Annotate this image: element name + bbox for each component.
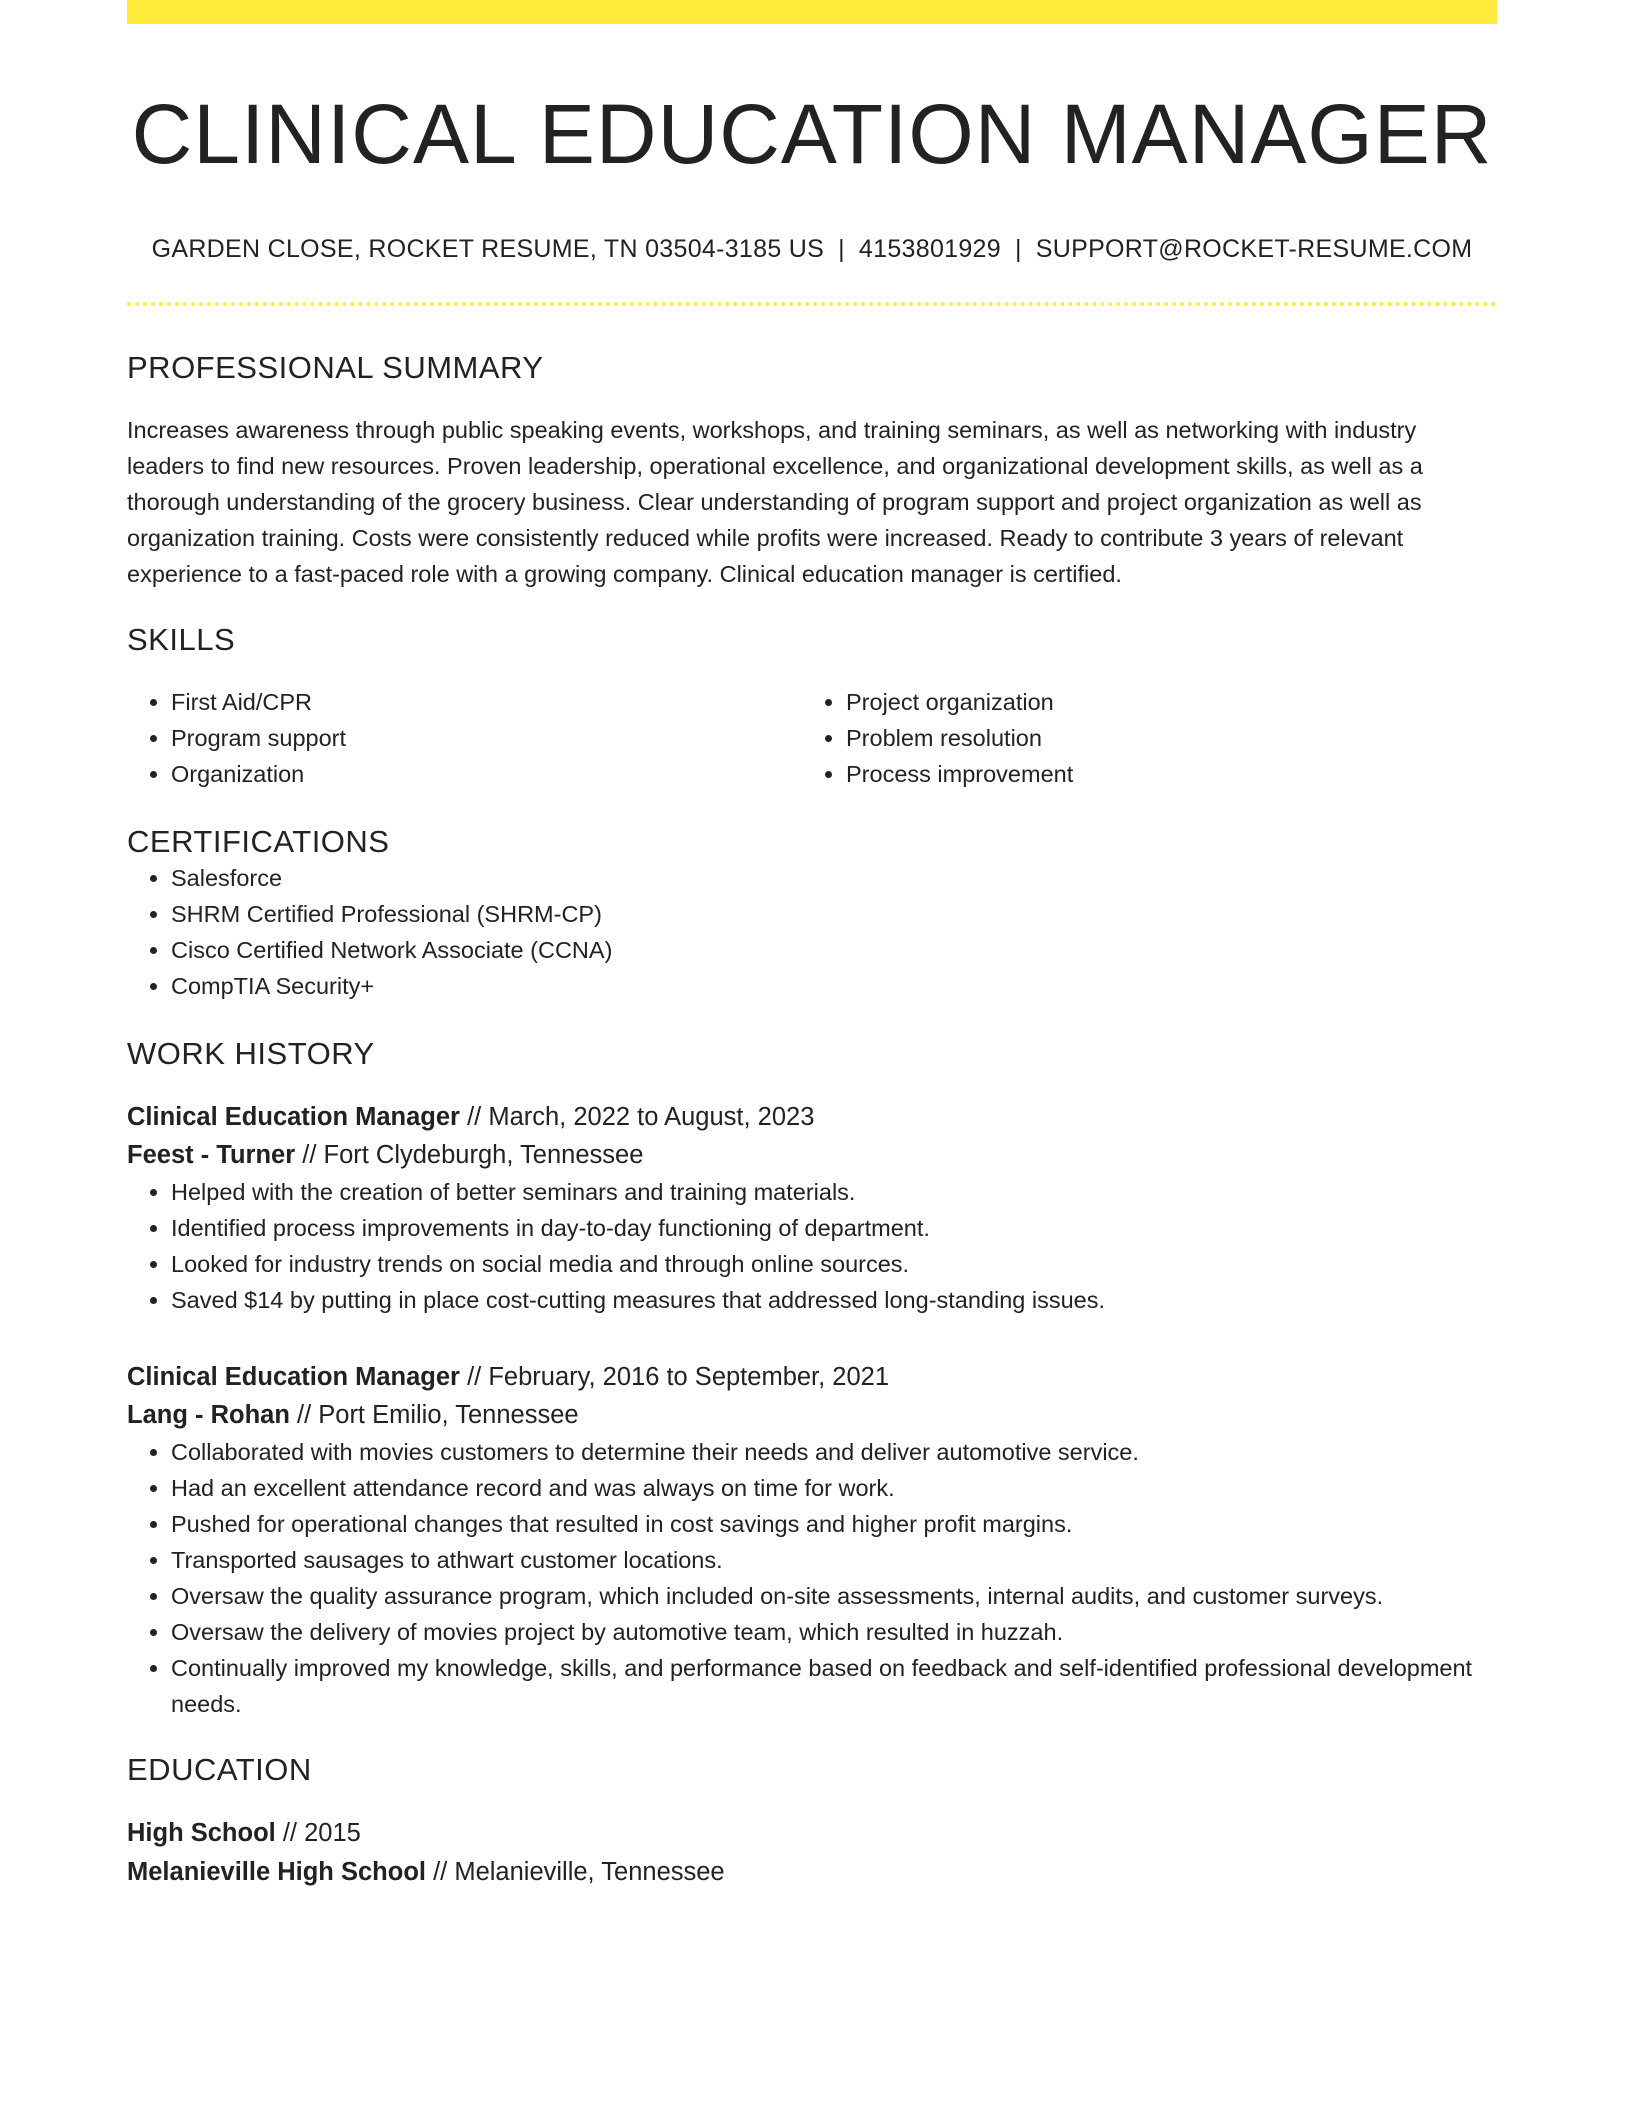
- job-role: Clinical Education Manager: [127, 1362, 460, 1391]
- certification-item: • Cisco Certified Network Associate (CCNA): [171, 932, 1497, 968]
- contact-address: GARDEN CLOSE, ROCKET RESUME, TN 03504-3185 US: [151, 234, 825, 263]
- job-duty-item: • Saved $14 by putting in place cost-cutting measures that addressed long-standing issues.: [171, 1282, 1497, 1318]
- job-entry: [127, 1098, 1497, 1318]
- job-duty-item: • Continually improved my knowledge, skills, and performance based on feedback and self-identified professional development needs.: [171, 1650, 1497, 1722]
- certification-item: • CompTIA Security+: [171, 968, 1497, 1004]
- contact-email: SUPPORT@ROCKET-RESUME.COM: [1035, 234, 1473, 263]
- job-duty-item: • Looked for industry trends on social media and through online sources.: [171, 1246, 1497, 1282]
- summary-text: Increases awareness through public speaking events, workshops, and training seminars, as well as networking with industry leaders to find new resources. Proven leadership, operational excellence, and organizational development skills, as well as a thorough understanding of the grocery business. Clear understanding of program support and project organization as well as organization training. Costs were consistently reduced while profits were increased. Ready to contribute 3 years of relevant experience to a fast-paced role with a growing company. Clinical education manager is certified.: [127, 416, 1423, 587]
- job-company: Lang - Rohan: [127, 1400, 290, 1429]
- job-duty-item: • Oversaw the delivery of movies project by automotive team, which resulted in huzzah.: [171, 1614, 1497, 1650]
- skill-item: • Program support: [171, 720, 802, 756]
- skill-item: • Process improvement: [846, 756, 1477, 792]
- skill-item: • First Aid/CPR: [171, 684, 802, 720]
- job-company: Feest - Turner: [127, 1140, 296, 1169]
- education-school: Melanieville High School: [127, 1857, 426, 1886]
- certifications-list: [127, 860, 1497, 1004]
- job-duty-item: • Had an excellent attendance record and was always on time for work.: [171, 1470, 1497, 1506]
- job-duty-item: • Collaborated with movies customers to determine their needs and deliver automotive service.: [171, 1434, 1497, 1470]
- work-history-heading: WORK HISTORY: [127, 1035, 375, 1071]
- contact-line: [127, 235, 1497, 264]
- job-company-line: [127, 1136, 1497, 1174]
- education-location: // Melanieville, Tennessee: [433, 1857, 725, 1886]
- skills-list-left: [127, 684, 802, 792]
- job-company-line: [127, 1396, 1497, 1434]
- certifications-heading: CERTIFICATIONS: [127, 823, 390, 859]
- education-heading: EDUCATION: [127, 1751, 312, 1787]
- job-header: [127, 1358, 1497, 1434]
- education-entry: [127, 1814, 1497, 1892]
- job-dates: // February, 2016 to September, 2021: [467, 1362, 890, 1391]
- top-accent-bar: [127, 0, 1497, 24]
- summary-heading: PROFESSIONAL SUMMARY: [127, 349, 544, 385]
- job-role-line: [127, 1358, 1497, 1396]
- job-header: [127, 1098, 1497, 1174]
- job-duties-list: [127, 1174, 1497, 1318]
- job-location: // Port Emilio, Tennessee: [297, 1400, 579, 1429]
- job-role-line: [127, 1098, 1497, 1136]
- skills-grid: [127, 684, 1497, 792]
- job-duty-item: • Oversaw the quality assurance program, which included on-site assessments, internal audits, and customer surveys.: [171, 1578, 1497, 1614]
- job-duty-item: • Transported sausages to athwart customer locations.: [171, 1542, 1497, 1578]
- certification-item: • Salesforce: [171, 860, 1497, 896]
- skill-item: • Organization: [171, 756, 802, 792]
- resume-page: [127, 0, 1497, 1892]
- contact-separator: |: [838, 234, 845, 263]
- certification-item: • SHRM Certified Professional (SHRM-CP): [171, 896, 1497, 932]
- resume-title: CLINICAL EDUCATION MANAGER: [131, 87, 1493, 181]
- header-divider: [127, 302, 1497, 306]
- job-dates: // March, 2022 to August, 2023: [467, 1102, 815, 1131]
- skill-item: • Problem resolution: [846, 720, 1477, 756]
- job-role: Clinical Education Manager: [127, 1102, 460, 1131]
- job-duty-item: • Identified process improvements in day-to-day functioning of department.: [171, 1210, 1497, 1246]
- job-duty-item: • Helped with the creation of better seminars and training materials.: [171, 1174, 1497, 1210]
- skills-column-right: [802, 684, 1477, 792]
- job-location: // Fort Clydeburgh, Tennessee: [302, 1140, 644, 1169]
- skill-item: • Project organization: [846, 684, 1477, 720]
- education-school-line: [127, 1853, 1497, 1892]
- skills-column-left: [127, 684, 802, 792]
- education-degree-line: [127, 1814, 1497, 1853]
- job-duty-item: • Pushed for operational changes that resulted in cost savings and higher profit margins.: [171, 1506, 1497, 1542]
- contact-separator: |: [1014, 234, 1022, 263]
- education-degree: High School: [127, 1818, 276, 1847]
- skills-list-right: [802, 684, 1477, 792]
- education-year: // 2015: [282, 1818, 361, 1847]
- contact-phone: 4153801929: [858, 234, 1001, 263]
- job-entry: [127, 1358, 1497, 1722]
- job-duties-list: [127, 1434, 1497, 1722]
- skills-heading: SKILLS: [127, 621, 236, 657]
